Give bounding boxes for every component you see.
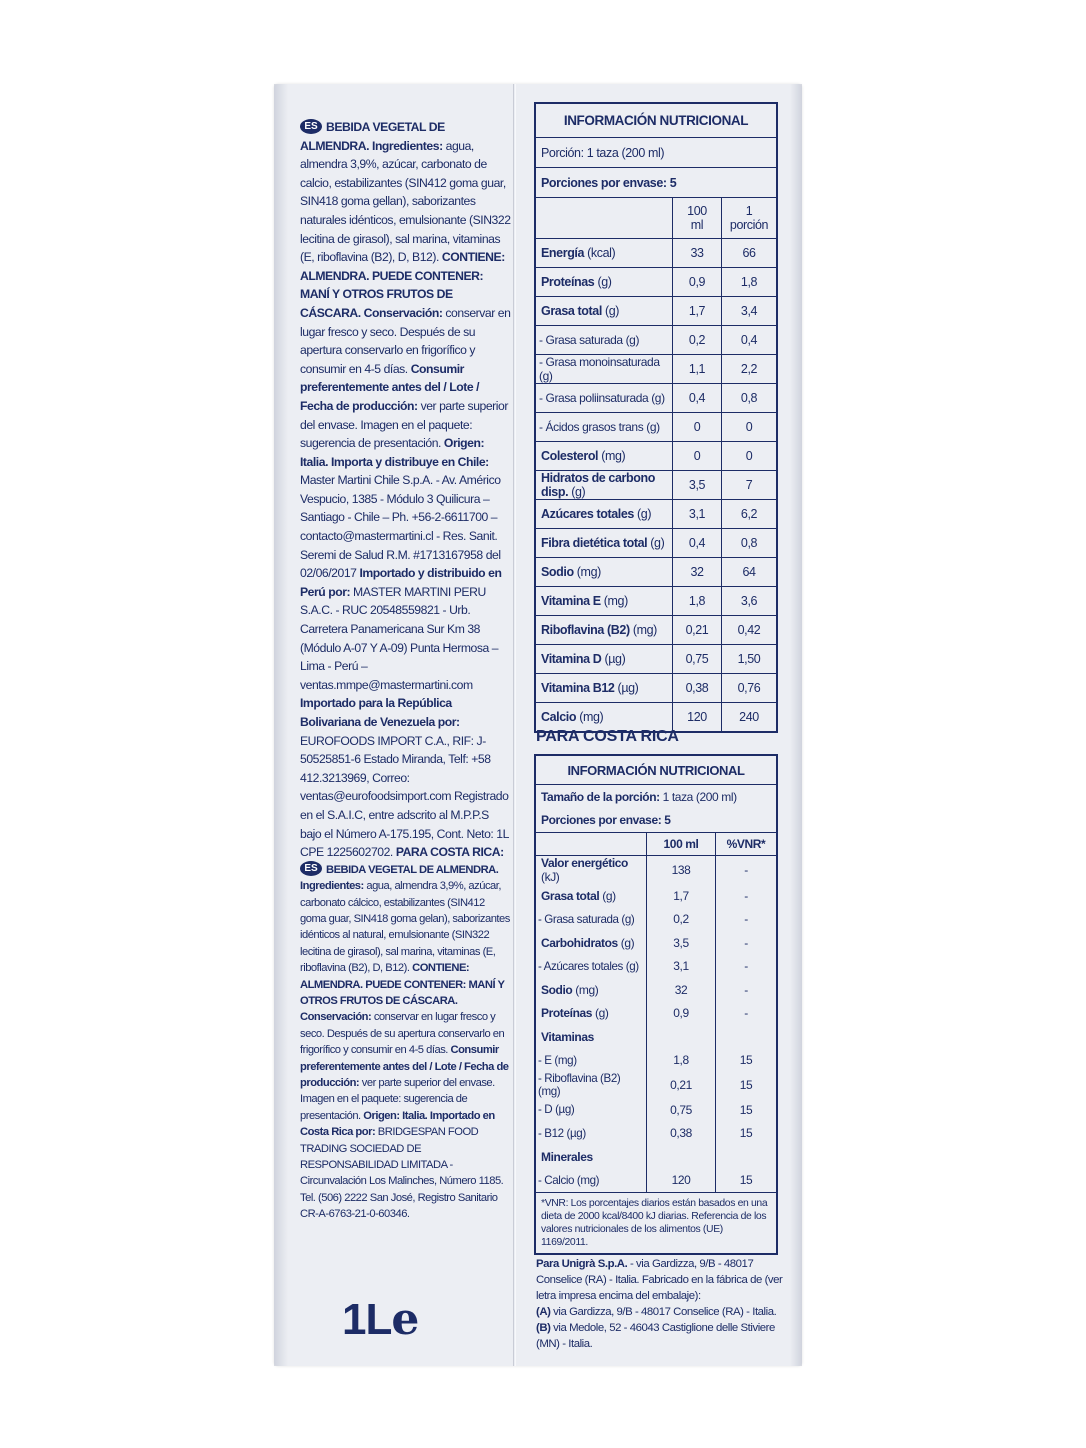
column-header-empty (535, 198, 673, 239)
cr-nutrient-unit: (mg) (572, 982, 599, 997)
value-portion: 2,2 (722, 355, 778, 384)
cr-value-vnr: 15 (739, 1102, 753, 1117)
nutrient-unit: (mg) (629, 623, 657, 637)
vnr-footnote: *VNR: Los porcentajes diarios están basados en una dieta de 2000 kcal/8400 kJ diarias. Referencia de los valores nutricionales de los alimentos (UE) 1169/2011. (535, 1193, 777, 1255)
nutrient-label (535, 558, 673, 587)
language-badge-es: ES (300, 119, 322, 134)
value-portion: 0,76 (722, 674, 778, 703)
nutrient-unit: (mg) (576, 710, 604, 724)
nutrient-name: Riboflavina (B2) (541, 623, 630, 637)
nutrition-row (535, 645, 777, 674)
cr-nutrient-label (535, 1169, 647, 1193)
cr-nutrient-name: Proteínas (541, 1006, 593, 1021)
carton-edge-shadow-left (274, 84, 288, 1366)
costa-rica-paragraph: BEBIDA VEGETAL DE ALMENDRA. Ingredientes: agua, almendra 3,9%, azúcar, carbonato cálcico, estabilizantes (SIN412 goma guar, SIN418 goma gelan), saborizantes idénticos al natural, emulsionante (SIN322 lecitina de girasol), sal marina, vitaminas (E, riboflavina (B2), D, B12). CONTIENE: ALMENDRA. PUEDE CONTENER: MANÍ Y OTROS FRUTOS DE CÁSCARA. Conservación: conservar en lugar fresco y seco. Después de su apertura conservarlo en frigorífico y consumir en 4-5 días. Consumir preferentemente antes del / Lote / Fecha de producción: ver parte superior del envase. Imagen en el paquete: sugerencia de presentación. Origen: Italia. Importado en Costa Rica por: BRIDGESPAN FOOD TRADING SOCIEDAD DE RESPONSABILIDAD LIMITADA - Circunvalación Los Malinches, Número 1185. Tel. (506) 2222 San José, Registro Sanitario CR-A-6763-21-0-60346. (300, 863, 510, 1221)
nutrient-name: - Grasa monoinsaturada (g) (539, 355, 660, 383)
ingredients-text-main (300, 118, 512, 862)
nutrition-row (535, 442, 777, 471)
nutrient-unit: (g) (633, 507, 652, 521)
value-100ml: 0,4 (673, 384, 722, 413)
ingredients-text-costa-rica (300, 862, 512, 1223)
cr-nutrient-name: - Grasa saturada (g) (538, 912, 635, 926)
value-portion: 6,2 (722, 500, 778, 529)
value-100ml: 0,75 (673, 645, 722, 674)
nutrient-unit: (kcal) (584, 246, 616, 260)
portions-per-pack: Porciones por envase: 5 (535, 168, 777, 198)
cr-value-vnr: - (744, 888, 748, 903)
nutrient-label (535, 239, 673, 268)
cr-value-vnr: 15 (739, 1126, 753, 1141)
cr-nutrition-row (535, 856, 777, 885)
cr-column-header-100ml: 100 ml (647, 833, 716, 856)
value-100ml: 33 (673, 239, 722, 268)
nutrient-label (535, 297, 673, 326)
nutrient-unit: (µg) (601, 652, 626, 666)
value-100ml: 1,1 (673, 355, 722, 384)
value-portion: 7 (722, 471, 778, 500)
carton-panel (274, 84, 802, 1366)
nutrition-row (535, 413, 777, 442)
cr-value-vnr: 15 (739, 1078, 753, 1092)
cr-nutrient-label (535, 931, 647, 955)
value-100ml: 0,4 (673, 529, 722, 558)
nutrition-row (535, 471, 777, 500)
nutrient-unit: (g) (568, 485, 586, 499)
value-portion: 240 (722, 703, 778, 733)
cr-value-vnr: - (744, 982, 748, 997)
ingredients-column (300, 118, 512, 1223)
cr-nutrient-name: - Riboflavina (B2) (mg) (538, 1072, 621, 1098)
cr-nutrition-row (535, 1025, 777, 1049)
value-100ml: 120 (673, 703, 722, 733)
nutrient-label (535, 268, 673, 297)
cr-value-vnr (716, 1145, 778, 1169)
cr-nutrient-name: - E (mg) (538, 1053, 577, 1067)
cr-nutrient-name: - Calcio (mg) (538, 1173, 600, 1187)
nutrition-row (535, 297, 777, 326)
value-100ml: 1,7 (673, 297, 722, 326)
nutrient-name: Vitamina B12 (541, 681, 615, 695)
nutrient-name: Vitamina D (541, 652, 602, 666)
value-portion: 1,50 (722, 645, 778, 674)
value-portion: 0,8 (722, 529, 778, 558)
cr-portion-value: 1 taza (200 ml) (659, 789, 737, 804)
nutrient-name: Vitamina E (541, 594, 601, 608)
cr-value-100ml: 1,8 (647, 1049, 716, 1073)
cr-value-100ml: 0,38 (647, 1122, 716, 1146)
cr-value-vnr: - (744, 959, 748, 974)
nutrient-label (535, 413, 673, 442)
cr-nutrition-row (535, 1122, 777, 1146)
value-portion: 0 (722, 442, 778, 471)
ingredients-paragraph: BEBIDA VEGETAL DE ALMENDRA. Ingredientes: agua, almendra 3,9%, azúcar, carbonato de calcio, estabilizantes (SIN412 goma guar, SIN418 goma gellan), saborizantes naturales idénticos, emulsionante (SIN322 lecitina de girasol), sal marina, vitaminas (E, riboflavina (B2), D, B12). CONTIENE: ALMENDRA. PUEDE CONTENER: MANÍ Y OTROS FRUTOS DE CÁSCARA. Conservación: conservar en lugar fresco y seco. Después de su apertura conservarlo en frigorífico y consumir en 4-5 días. Consumir preferentemente antes del / Lote / Fecha de producción: ver parte superior del envase. Imagen en el paquete: sugerencia de presentación. Origen: Italia. Importa y distribuye en Chile: Master Martini Chile S.p.A. - Av. Américo Vespucio, 1385 - Módulo 3 Quilicura – Santiago - Chile – Ph. +56-2-6611700 – contacto@mastermartini.cl - Res. Sanit. Seremi de Salud R.M. #1713167958 del 02/06/2017 Importado y distribuido en Perú por: MASTER MARTINI PERU S.A.C. - RUC 20548559821 - Urb. Carretera Panamericana Sur Km 38 (Módulo A-07 Y A-09) Punta Hermosa – Lima - Perú – ventas.mmpe@mastermartini.com Importado para la República Bolivariana de Venezuela por: EUROFOODS IMPORT C.A., RIF: J-50525851-6 Estado Miranda, Telf: +58 412.3213969, Correo: ventas@eurofoodsimport.com Registrado en el S.A.I.C, entre adscrito al M.P.P.S bajo el Número A-175.195, Cont. Neto: 1L CPE 1225602702. PARA COSTA RICA: (300, 120, 511, 860)
nutrient-name: Calcio (541, 710, 577, 724)
cr-nutrient-label (535, 1098, 647, 1122)
cr-nutrition-row (535, 1098, 777, 1122)
value-portion: 3,4 (722, 297, 778, 326)
cr-nutrient-label (535, 1025, 647, 1049)
value-100ml: 3,1 (673, 500, 722, 529)
language-badge-es-cr: ES (300, 861, 322, 876)
cr-nutrition-row (535, 1002, 777, 1026)
cr-nutrient-name: Sodio (541, 982, 573, 997)
nutrient-name: Hidratos de carbono disp. (541, 471, 655, 499)
cr-nutrition-row (535, 1072, 777, 1098)
cr-value-100ml (647, 1025, 716, 1049)
cr-nutrient-name: Carbohidratos (541, 935, 618, 950)
nutrient-label (535, 384, 673, 413)
cr-nutrient-label (535, 884, 647, 908)
cr-nutrient-label (535, 1072, 647, 1098)
cr-value-100ml: 3,1 (647, 955, 716, 979)
cr-nutrient-unit: (g) (592, 1006, 609, 1021)
nutrient-label (535, 355, 673, 384)
cr-nutrition-row (535, 884, 777, 908)
cr-nutrient-label (535, 908, 647, 932)
cr-nutrient-name: Minerales (541, 1149, 593, 1164)
value-portion: 0,42 (722, 616, 778, 645)
cr-value-vnr: 15 (739, 1173, 753, 1188)
volume-number: 1L (342, 1295, 392, 1344)
cr-nutrient-label (535, 978, 647, 1002)
nutrition-table-main (534, 102, 778, 733)
nutrient-name: - Ácidos grasos trans (g) (539, 420, 660, 434)
cr-value-100ml: 3,5 (647, 931, 716, 955)
cr-nutrition-row (535, 955, 777, 979)
costa-rica-heading: PARA COSTA RICA (536, 728, 679, 745)
value-100ml: 0,9 (673, 268, 722, 297)
cr-value-vnr: - (744, 863, 748, 877)
nutrient-label (535, 326, 673, 355)
nutrient-name: Azúcares totales (541, 507, 634, 521)
nutrition-row (535, 500, 777, 529)
nutrient-unit: (g) (601, 304, 620, 318)
nutrient-label (535, 616, 673, 645)
cr-column-header-vnr: %VNR* (716, 833, 778, 856)
cr-value-100ml: 0,2 (647, 908, 716, 932)
cr-nutrient-name: Valor energético (541, 856, 628, 870)
cr-value-100ml: 32 (647, 978, 716, 1002)
cr-nutrient-label (535, 856, 647, 885)
cr-nutrition-row (535, 908, 777, 932)
value-portion: 0 (722, 413, 778, 442)
nutrition-row (535, 326, 777, 355)
nutrient-label (535, 442, 673, 471)
cr-value-100ml: 0,75 (647, 1098, 716, 1122)
nutrition-row (535, 268, 777, 297)
cr-value-vnr: - (744, 935, 748, 950)
nutrient-name: Energía (541, 246, 585, 260)
cr-nutrient-unit: (g) (617, 935, 635, 950)
nutrient-label (535, 674, 673, 703)
nutrient-name: Colesterol (541, 449, 599, 463)
value-100ml: 0,38 (673, 674, 722, 703)
cr-nutrition-row (535, 978, 777, 1002)
nutrition-table-title: INFORMACIÓN NUTRICIONAL (535, 103, 777, 138)
value-portion: 0,4 (722, 326, 778, 355)
cr-nutrient-unit: (g) (599, 888, 616, 903)
nutrient-label (535, 500, 673, 529)
cr-portion-size (535, 785, 777, 809)
value-portion: 3,6 (722, 587, 778, 616)
cr-nutrient-name: - B12 (µg) (538, 1126, 586, 1140)
nutrition-row (535, 674, 777, 703)
carton-fold-highlight (515, 84, 516, 1366)
nutrient-name: - Grasa saturada (g) (539, 333, 640, 347)
cr-value-vnr: 15 (739, 1053, 753, 1068)
cr-value-100ml: 1,7 (647, 884, 716, 908)
cr-portion-label: Tamaño de la porción: (541, 789, 660, 804)
cr-nutrition-row (535, 1145, 777, 1169)
value-100ml: 1,8 (673, 587, 722, 616)
nutrition-table-cr-title: INFORMACIÓN NUTRICIONAL (535, 755, 777, 785)
nutrient-name: Proteínas (541, 275, 595, 289)
cr-value-100ml: 0,21 (647, 1072, 716, 1098)
nutrition-table-costa-rica (534, 754, 778, 1255)
nutrient-name: Sodio (541, 565, 574, 579)
estimated-sign: e (391, 1294, 419, 1345)
value-100ml: 3,5 (673, 471, 722, 500)
value-portion: 1,8 (722, 268, 778, 297)
cr-nutrient-name: Vitaminas (541, 1029, 594, 1044)
nutrient-label (535, 471, 673, 500)
nutrient-name: Fibra dietética total (541, 536, 648, 550)
nutrient-unit: (µg) (614, 681, 639, 695)
cr-nutrient-name: - D (µg) (538, 1103, 575, 1117)
cr-column-header-empty (535, 833, 647, 856)
cr-value-100ml (647, 1145, 716, 1169)
cr-nutrient-unit: (kJ) (541, 870, 560, 884)
cr-value-100ml: 0,9 (647, 1002, 716, 1026)
cr-nutrient-label (535, 1002, 647, 1026)
value-portion: 64 (722, 558, 778, 587)
nutrient-name: Grasa total (541, 304, 602, 318)
cr-nutrient-name: - Azúcares totales (g) (538, 959, 639, 973)
nutrition-row (535, 558, 777, 587)
cr-value-vnr: - (744, 912, 748, 927)
nutrient-label (535, 645, 673, 674)
value-100ml: 0,21 (673, 616, 722, 645)
cr-nutrient-label (535, 1145, 647, 1169)
nutrient-name: - Grasa poliinsaturada (g) (539, 391, 665, 405)
cr-nutrient-label (535, 1049, 647, 1073)
nutrient-unit: (g) (647, 536, 665, 550)
nutrition-row (535, 355, 777, 384)
nutrient-label (535, 529, 673, 558)
cr-value-vnr (716, 1025, 778, 1049)
carton-edge-shadow-right (790, 84, 802, 1366)
cr-nutrition-row (535, 1049, 777, 1073)
cr-value-100ml: 120 (647, 1169, 716, 1193)
manufacturer-address: Para Unigrà S.p.A. - via Gardizza, 9/B - 48017 Conselice (RA) - Italia. Fabricado en la fábrica de (ver letra impresa encima del embalaje): (A) via Gardizza, 9/B - 48017 Conselice (RA) - Italia. (B) via Medole, 52 - 46043 Castiglione delle Stiviere (MN) - Italia. (536, 1258, 783, 1350)
nutrient-label (535, 587, 673, 616)
value-100ml: 0,2 (673, 326, 722, 355)
cr-nutrition-row (535, 1169, 777, 1193)
portion-size: Porción: 1 taza (200 ml) (535, 138, 777, 168)
nutrition-row (535, 239, 777, 268)
cr-portions-per-pack: Porciones por envase: 5 (535, 809, 777, 833)
cr-nutrient-label (535, 955, 647, 979)
value-100ml: 32 (673, 558, 722, 587)
value-portion: 0,8 (722, 384, 778, 413)
column-header-100ml: 100 ml (673, 198, 722, 239)
nutrition-row (535, 616, 777, 645)
cr-nutrient-label (535, 1122, 647, 1146)
nutrient-unit: (mg) (600, 594, 628, 608)
value-100ml: 0 (673, 442, 722, 471)
volume-mark (342, 1294, 418, 1345)
cr-value-100ml: 138 (647, 856, 716, 885)
nutrition-row (535, 384, 777, 413)
cr-nutrient-name: Grasa total (541, 888, 600, 903)
value-100ml: 0 (673, 413, 722, 442)
column-header-portion: 1 porción (722, 198, 778, 239)
nutrition-row (535, 529, 777, 558)
nutrition-row (535, 587, 777, 616)
carton-fold-line (513, 84, 514, 1366)
nutrient-unit: (mg) (598, 449, 626, 463)
value-portion: 66 (722, 239, 778, 268)
nutrient-unit: (mg) (573, 565, 601, 579)
nutrient-unit: (g) (594, 275, 612, 289)
cr-nutrition-row (535, 931, 777, 955)
cr-value-vnr: - (744, 1006, 748, 1021)
